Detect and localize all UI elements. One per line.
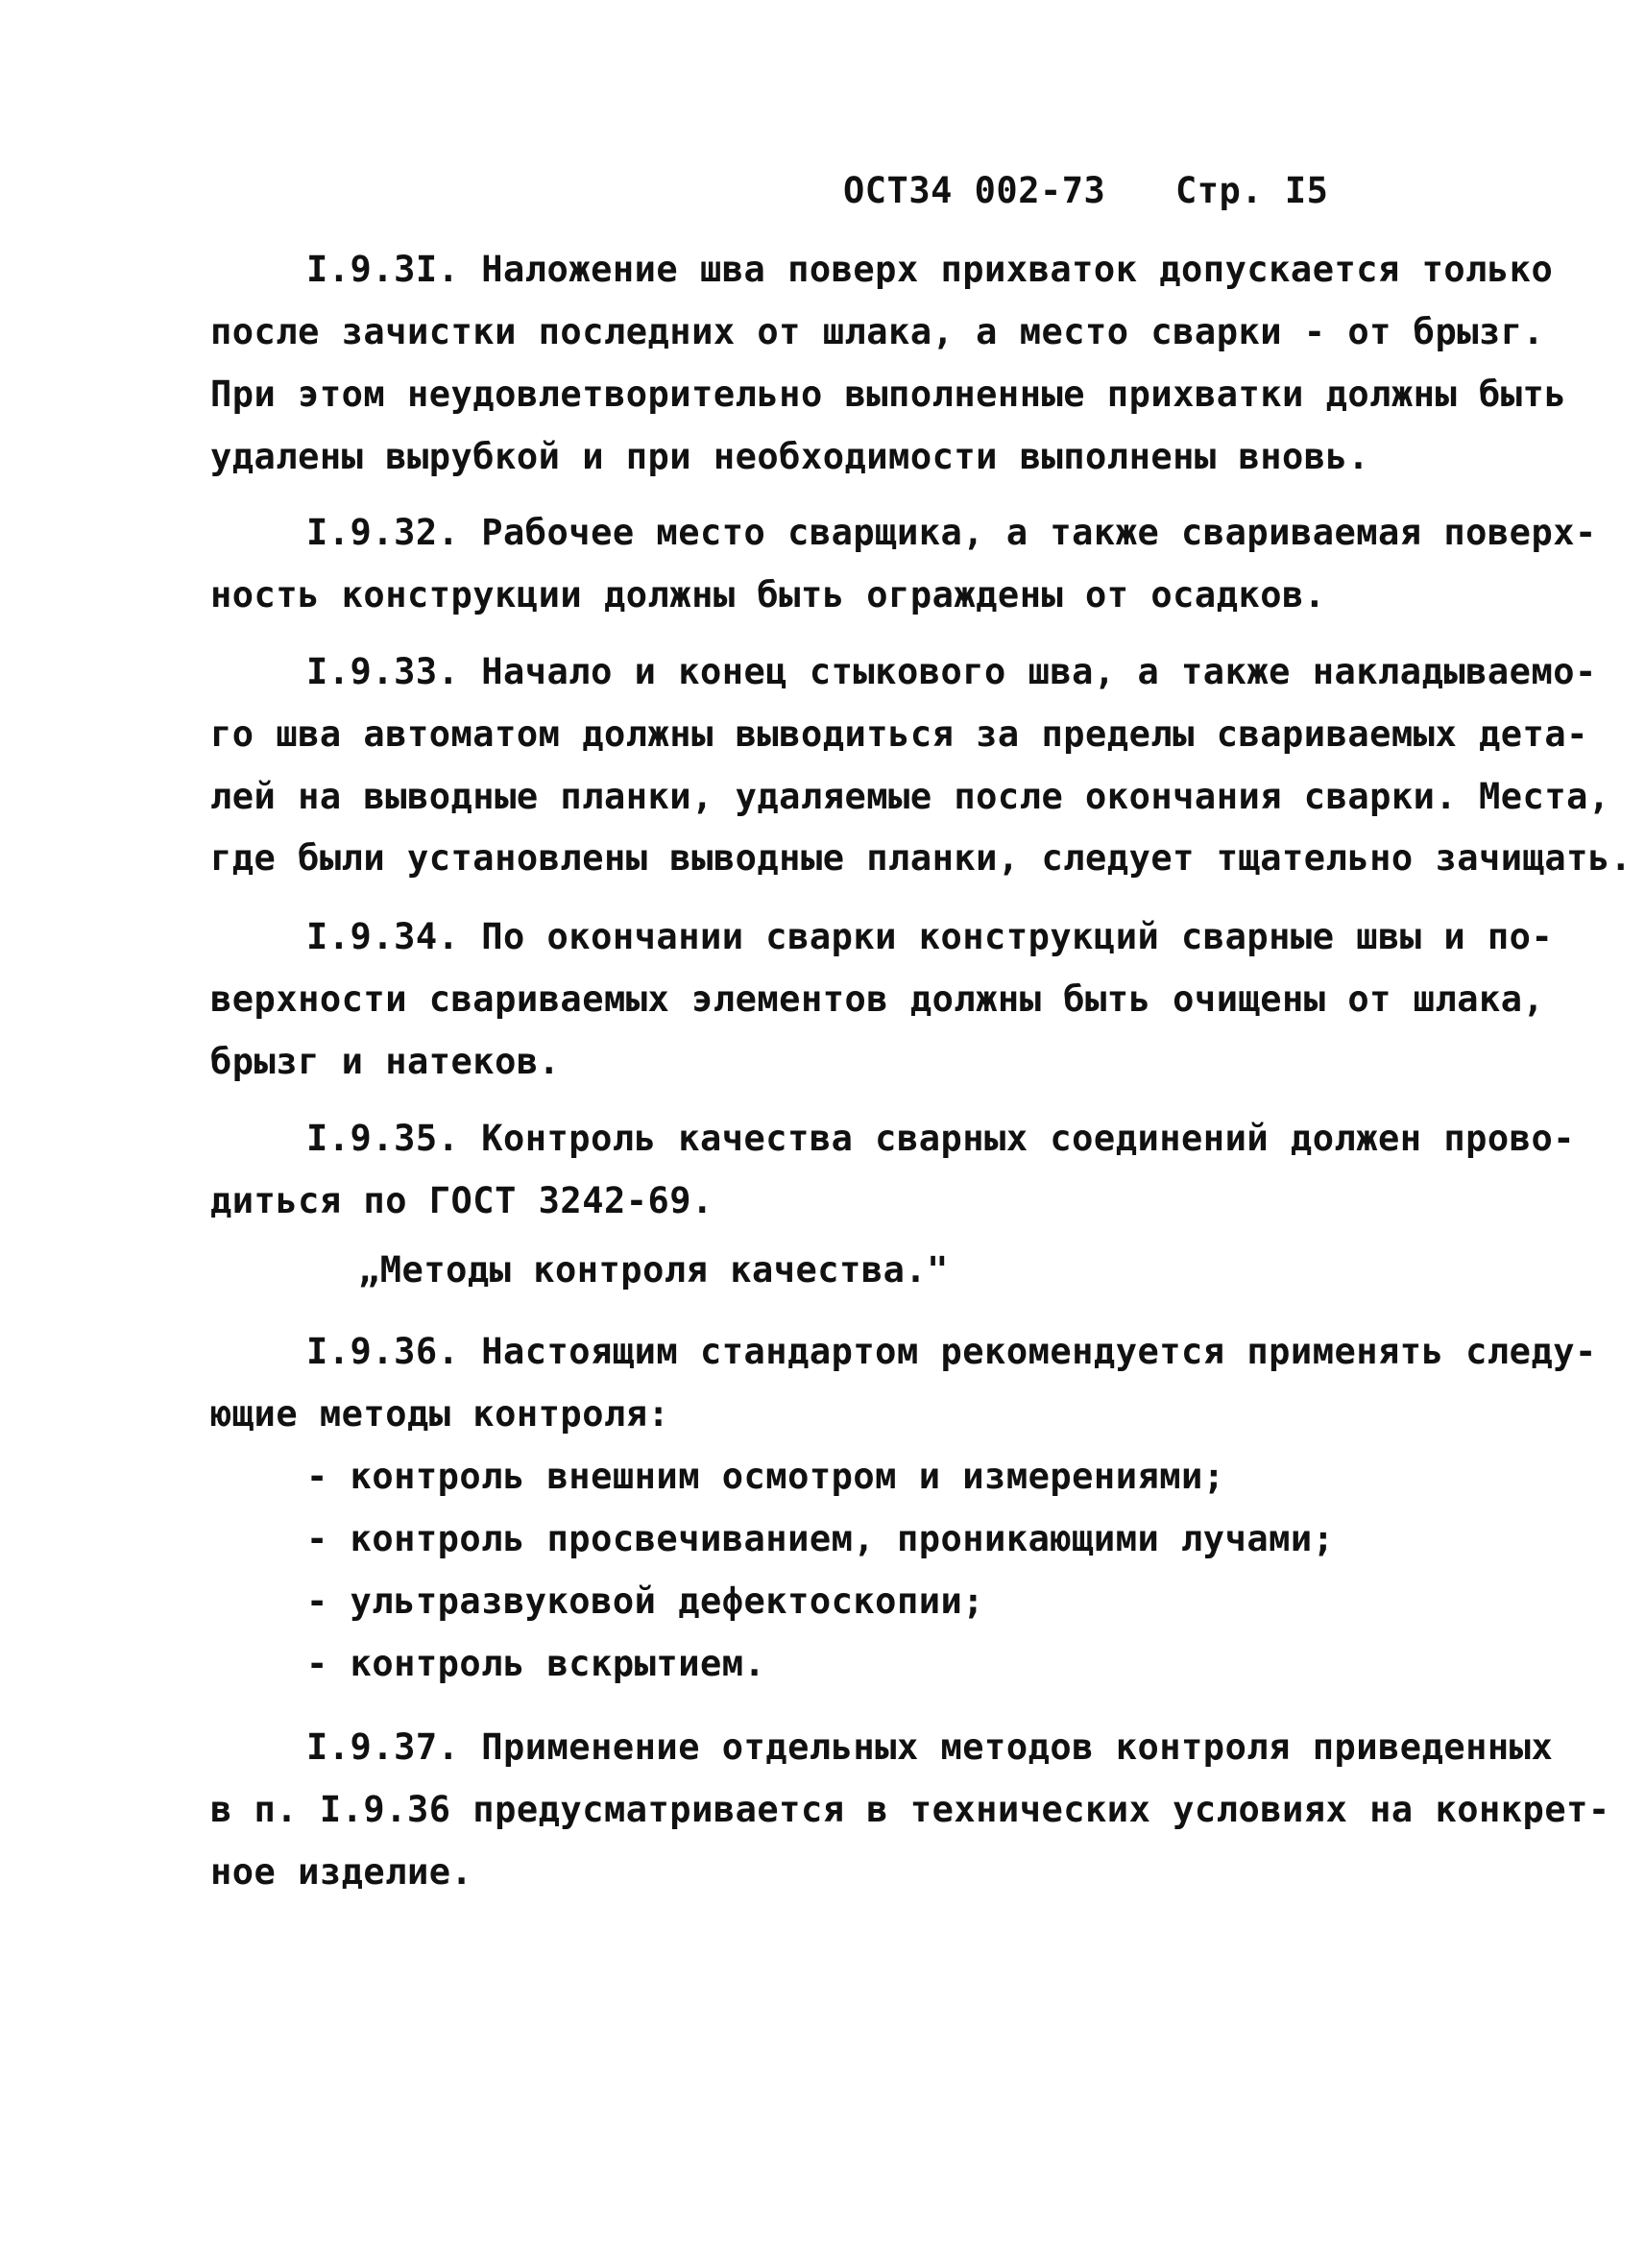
text-line: диться по ГОСТ 3242-69. xyxy=(210,1180,714,1221)
text-line: удалены вырубкой и при необходимости выполнены вновь. xyxy=(210,436,1370,477)
text-line: в п. I.9.36 предусматривается в технических условиях на конкрет- xyxy=(210,1789,1610,1830)
list-item: - контроль вскрытием. xyxy=(306,1643,766,1684)
text-line: го шва автоматом должны выводиться за пределы свариваемых дета- xyxy=(210,713,1588,755)
text-line: При этом неудовлетворительно выполненные прихватки должны быть xyxy=(210,374,1567,415)
list-item: - контроль просвечиванием, проникающими лучами; xyxy=(306,1518,1335,1559)
text-line: I.9.34. По окончании сварки конструкций сварные швы и по- xyxy=(306,916,1554,957)
text-line: брызг и натеков. xyxy=(210,1041,561,1082)
text-line: I.9.3I. Наложение шва поверх прихваток допускается только xyxy=(306,249,1554,290)
list-item: - контроль внешним осмотром и измерениями; xyxy=(306,1456,1225,1497)
text-line: I.9.32. Рабочее место сварщика, а также свариваемая поверх- xyxy=(306,512,1597,553)
text-line: ющие методы контроля: xyxy=(210,1393,670,1435)
text-line: верхности свариваемых элементов должны быть очищены от шлака, xyxy=(210,978,1545,1020)
page-number: Стр. I5 xyxy=(1175,170,1329,211)
text-line: I.9.37. Применение отдельных методов контроля приведенных xyxy=(306,1726,1554,1768)
text-line: лей на выводные планки, удаляемые после окончания сварки. Места, xyxy=(210,776,1610,817)
text-line: I.9.33. Начало и конец стыкового шва, а также накладываемо- xyxy=(306,651,1597,692)
section-heading: „Методы контроля качества." xyxy=(358,1249,949,1291)
list-item: - ультразвуковой дефектоскопии; xyxy=(306,1580,985,1622)
text-line: где были установлены выводные планки, следует тщательно зачищать. xyxy=(210,837,1633,879)
text-line: ность конструкции должны быть ограждены от осадков. xyxy=(210,574,1326,615)
document-number: ОСТ34 002-73 xyxy=(843,170,1106,211)
text-line: после зачистки последних от шлака, а место сварки - от брызг. xyxy=(210,311,1545,352)
text-line: I.9.35. Контроль качества сварных соединений должен прово- xyxy=(306,1118,1576,1159)
text-line: ное изделие. xyxy=(210,1851,473,1893)
text-line: I.9.36. Настоящим стандартом рекомендуется применять следу- xyxy=(306,1331,1597,1372)
